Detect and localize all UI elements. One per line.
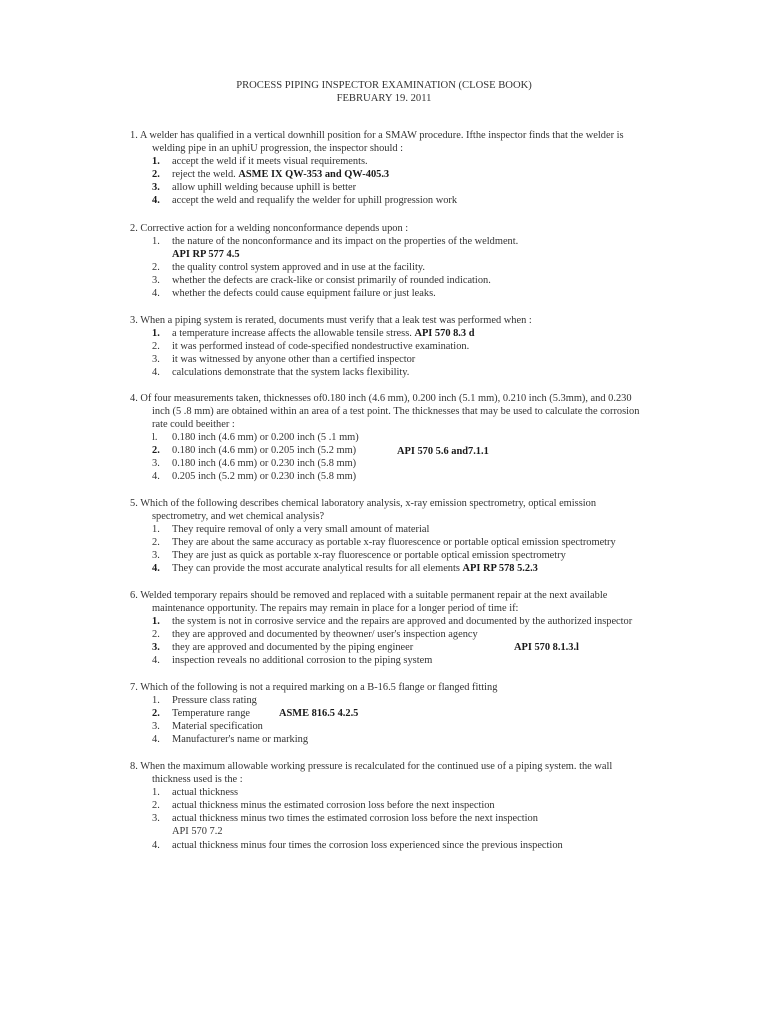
q2-option-3: 3. whether the defects are crack-like or consist primarily of rounded indication.	[152, 275, 491, 286]
q7-reference: ASME 816.5 4.2.5	[279, 708, 359, 719]
q3-option-4: 4. calculations demonstrate that the system lacks flexibility.	[152, 367, 410, 378]
q3-option-1: 1. a temperature increase affects the allowable tensile stress. API 570 8.3 d	[152, 328, 475, 339]
q5-stem-line-1: 5. Which of the following describes chemical laboratory analysis, x-ray emission spectrometry, optical emission	[130, 498, 597, 509]
q2-reference: API RP 577 4.5	[172, 249, 240, 260]
q1-option-3: 3. allow uphill welding because uphill is better	[152, 182, 357, 193]
q1-option-2: 2. reject the weld. ASME IX QW-353 and QW-405.3	[152, 169, 390, 180]
q1-stem-line-1: 1. A welder has qualified in a vertical downhill position for a SMAW procedure. Ifthe inspector finds that the welder is	[130, 130, 624, 141]
exam-date: FEBRUARY 19. 2011	[336, 93, 432, 104]
q8-option-4: 4. actual thickness minus four times the corrosion loss experienced since the previous inspection	[152, 840, 563, 851]
q8-reference: API 570 7.2	[172, 826, 223, 837]
q4-stem-line-3: rate could beeither :	[152, 419, 235, 430]
q3-option-2: 2. it was performed instead of code-specified nondestructive examination.	[152, 341, 470, 352]
q4-option-3: 3. 0.180 inch (4.6 mm) or 0.230 inch (5.8 mm)	[152, 458, 357, 469]
q6-option-3: 3. they are approved and documented by the piping engineer	[152, 642, 414, 653]
q8-stem-line-2: thickness used is the :	[152, 774, 243, 785]
q7-option-3: 3. Material specification	[152, 721, 263, 732]
q1-option-4: 4. accept the weld and requalify the welder for uphill progression work	[152, 195, 458, 206]
q5-stem-line-2: spectrometry, and wet chemical analysis?	[152, 511, 325, 522]
q7-option-1: 1. Pressure class rating	[152, 695, 257, 706]
q5-option-1: 1. They require removal of only a very small amount of material	[152, 524, 430, 535]
q2-option-2: 2. the quality control system approved and in use at the facility.	[152, 262, 425, 273]
q3-option-3: 3. it was witnessed by anyone other than a certified inspector	[152, 354, 416, 365]
q7-stem-line-1: 7. Which of the following is not a required marking on a B-16.5 flange or flanged fitting	[130, 682, 498, 693]
q6-option-2: 2. they are approved and documented by theowner/ user's inspection agency	[152, 629, 478, 640]
q8-option-1: 1. actual thickness	[152, 787, 239, 798]
q3-reference: API 570 8.3 d	[414, 328, 475, 339]
q6-reference: API 570 8.1.3.l	[514, 642, 579, 653]
q1-option-1: 1. accept the weld if it meets visual requirements.	[152, 156, 368, 167]
q6-stem-line-2: maintenance opportunity. The repairs may remain in place for a longer period of time if:	[152, 603, 519, 614]
q5-option-4: 4. They can provide the most accurate analytical results for all elements API RP 578 5.2.3	[152, 563, 538, 574]
q8-option-3: 3. actual thickness minus two times the estimated corrosion loss before the next inspection	[152, 813, 538, 824]
q7-option-4: 4. Manufacturer's name or marking	[152, 734, 309, 745]
q1-stem-line-2: welding pipe in an uphiU progression, the inspector should :	[152, 143, 404, 154]
q2-option-1: 1. the nature of the nonconformance and its impact on the properties of the weldment.	[152, 236, 519, 247]
q8-option-2: 2. actual thickness minus the estimated corrosion loss before the next inspection	[152, 800, 495, 811]
q5-option-3: 3. They are just as quick as portable x-ray fluorescence or portable optical emission spectrometry	[152, 550, 566, 561]
q2-stem-line-1: 2. Corrective action for a welding nonconformance depends upon :	[130, 223, 409, 234]
q6-stem-line-1: 6. Welded temporary repairs should be removed and replaced with a suitable permanent repair at the next available	[130, 590, 608, 601]
q6-option-1: 1. the system is not in corrosive service and the repairs are approved and documented by the authorized inspector	[152, 616, 633, 627]
exam-title: PROCESS PIPING INSPECTOR EXAMINATION (CLOSE BOOK)	[236, 80, 532, 91]
q4-stem-line-1: 4. Of four measurements taken, thicknesses of0.180 inch (4.6 mm), 0.200 inch (5.1 mm), 0.210 inch (5.3mm), and 0.230	[130, 393, 632, 404]
q2-option-4: 4. whether the defects could cause equipment failure or just leaks.	[152, 288, 436, 299]
q4-option-4: 4. 0.205 inch (5.2 mm) or 0.230 inch (5.8 mm)	[152, 471, 357, 482]
q6-option-4: 4. inspection reveals no additional corrosion to the piping system	[152, 655, 433, 666]
q4-option-1: l. 0.180 inch (4.6 mm) or 0.200 inch (5 .1 mm)	[152, 432, 359, 443]
q1-reference: ASME IX QW-353 and QW-405.3	[238, 169, 390, 180]
q7-option-2: 2. Temperature range	[152, 708, 251, 719]
q5-reference: API RP 578 5.2.3	[462, 563, 538, 574]
q4-option-2: 2. 0.180 inch (4.6 mm) or 0.205 inch (5.2 mm)	[152, 445, 357, 456]
q4-reference: API 570 5.6 and7.1.1	[397, 446, 489, 457]
q3-stem-line-1: 3. When a piping system is rerated, documents must verify that a leak test was performed when :	[130, 315, 532, 326]
q4-stem-line-2: inch (5 .8 mm) are obtained within an area of a test point. The thicknesses that may be used to calculate the corrosion	[152, 406, 640, 417]
q5-option-2: 2. They are about the same accuracy as portable x-ray fluorescence or portable optical emission spectrometry	[152, 537, 616, 548]
q8-stem-line-1: 8. When the maximum allowable working pressure is recalculated for the continued use of a piping system. the wall	[130, 761, 613, 772]
